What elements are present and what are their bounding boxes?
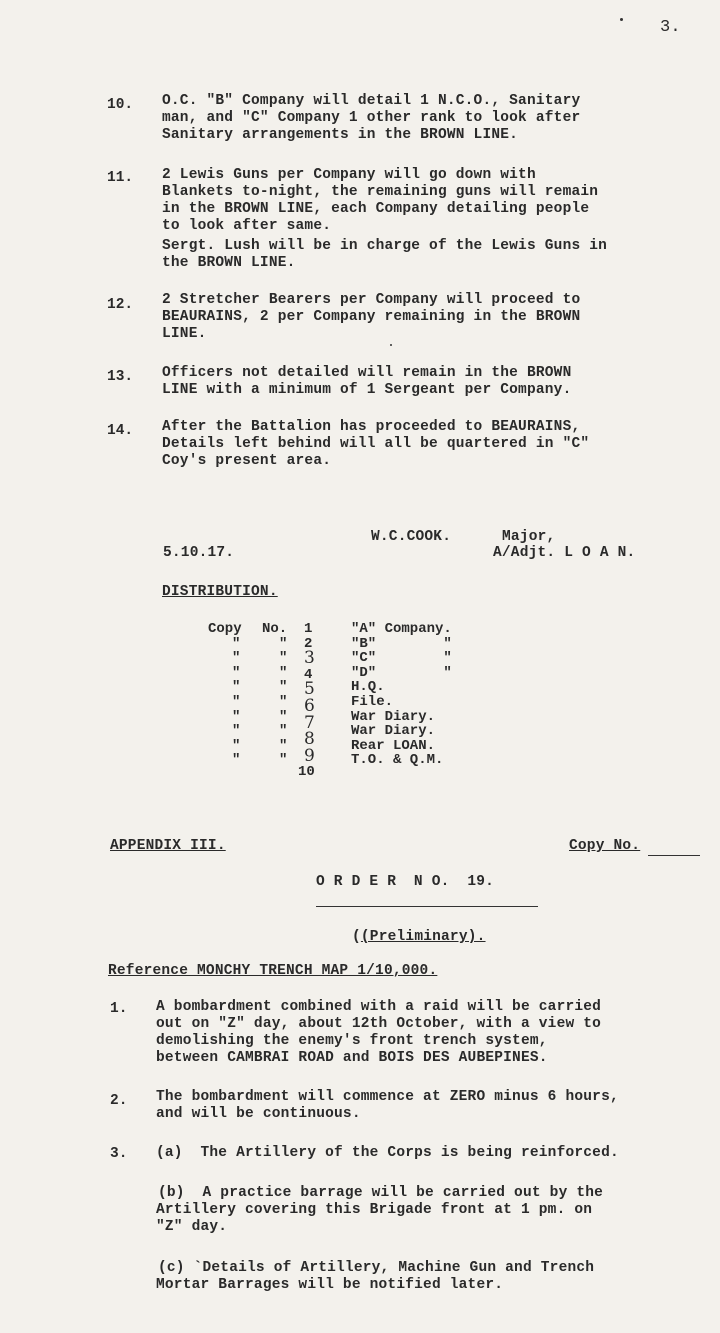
dist-no: " <box>279 752 288 769</box>
dist-recipient: Rear LOAN. <box>351 737 436 754</box>
dist-num: 9 <box>304 745 315 766</box>
dist-num: 7 <box>304 712 315 733</box>
dist-copy: " <box>232 664 241 681</box>
para-number: 12. <box>107 297 134 313</box>
dist-recipient: "A" Company. <box>351 621 452 637</box>
para-number: 11. <box>107 170 134 186</box>
copy-no-blank <box>648 855 700 856</box>
dist-no: No. <box>262 621 288 637</box>
preliminary-text: (Preliminary). <box>360 929 486 945</box>
distribution-col-recipient <box>351 622 452 768</box>
dist-num: 3 <box>304 648 315 669</box>
para-line: Coy's present area. <box>162 453 332 469</box>
para-number: 2. <box>110 1093 128 1109</box>
para-number: 1. <box>110 1001 128 1017</box>
signatory-name: W.C.COOK. <box>371 529 452 545</box>
dist-num: 10 <box>298 764 315 781</box>
preliminary-label: ((Preliminary). <box>352 929 486 945</box>
dist-copy: " <box>232 737 241 754</box>
para-line: 2 Stretcher Bearers per Company will proceed to <box>162 292 581 308</box>
para-line: Officers not detailed will remain in the BROWN <box>162 365 572 381</box>
dist-no: " <box>279 737 288 754</box>
para-line: 2 Lewis Guns per Company will go down with <box>162 167 536 183</box>
dist-num: 5 <box>304 679 315 700</box>
para-line: Details left behind will all be quartered in "C" <box>162 436 590 452</box>
para-line: and will be continuous. <box>156 1106 361 1122</box>
dist-num: 2 <box>304 635 313 652</box>
order-title: O R D E R N O. 19. <box>316 874 495 890</box>
order-date: 5.10.17. <box>163 545 235 561</box>
distribution-col-no <box>262 622 287 768</box>
dist-num: 1 <box>304 621 313 637</box>
subpara-line: Artillery covering this Brigade front at 1 pm. on <box>156 1202 593 1218</box>
dist-recipient: T.O. & Q.M. <box>351 752 444 769</box>
dist-copy: " <box>232 693 241 710</box>
para-line: out on "Z" day, about 12th October, with a view to <box>156 1016 602 1032</box>
dist-copy: " <box>232 679 241 696</box>
para-line: in the BROWN LINE, each Company detailing people <box>162 201 590 217</box>
dist-recipient: "C" " <box>351 650 452 667</box>
dist-copy: " <box>232 752 241 769</box>
dist-copy: " <box>232 635 241 652</box>
para-number: 14. <box>107 423 134 439</box>
dist-no: " <box>279 723 288 740</box>
dist-copy: Copy <box>208 621 242 637</box>
subpara-line: (c) `Details of Artillery, Machine Gun and Trench <box>158 1260 595 1276</box>
para-line: O.C. "B" Company will detail 1 N.C.O., Sanitary <box>162 93 581 109</box>
dist-no: " <box>279 693 288 710</box>
para-line: BEAURAINS, 2 per Company remaining in the BROWN <box>162 309 581 325</box>
subpara-line: "Z" day. <box>156 1219 228 1235</box>
subpara-line: Mortar Barrages will be notified later. <box>156 1277 504 1293</box>
para-line: Sergt. Lush will be in charge of the Lewis Guns in <box>162 238 608 254</box>
para-line: Sanitary arrangements in the BROWN LINE. <box>162 127 519 143</box>
dist-num: 4 <box>304 666 313 683</box>
para-line: between CAMBRAI ROAD and BOIS DES AUBEPINES. <box>156 1050 548 1066</box>
copy-no-label: Copy No. <box>569 838 641 854</box>
para-line: the BROWN LINE. <box>162 255 296 271</box>
para-number: 10. <box>107 97 134 113</box>
map-reference: Reference MONCHY TRENCH MAP 1/10,000. <box>108 963 438 979</box>
para-line: A bombardment combined with a raid will be carried <box>156 999 602 1015</box>
dist-recipient: War Diary. <box>351 708 436 725</box>
para-line: LINE with a minimum of 1 Sergeant per Company. <box>162 382 572 398</box>
ink-speck <box>390 344 392 346</box>
para-line: to look after same. <box>162 218 332 234</box>
dist-no: " <box>279 664 288 681</box>
signatory-appointment: A/Adjt. L O A N. <box>493 545 636 561</box>
subpara-line: (b) A practice barrage will be carried out by the <box>158 1185 604 1201</box>
dist-copy: " <box>232 723 241 740</box>
dist-no: " <box>279 635 288 652</box>
page-number: 3. <box>660 18 681 37</box>
distribution-col-copy <box>208 622 242 768</box>
para-line: demolishing the enemy's front trench system, <box>156 1033 548 1049</box>
dist-recipient: "D" " <box>351 664 452 681</box>
dist-recipient: H.Q. <box>351 679 385 696</box>
dist-no: " <box>279 679 288 696</box>
para-line: (a) The Artillery of the Corps is being reinforced. <box>156 1145 619 1161</box>
para-line: LINE. <box>162 326 207 342</box>
para-line: Blankets to-night, the remaining guns will remain <box>162 184 599 200</box>
dist-no: " <box>279 708 288 725</box>
signatory-rank: Major, <box>502 529 556 545</box>
dist-recipient: File. <box>351 693 394 710</box>
para-line: The bombardment will commence at ZERO minus 6 hours, <box>156 1089 619 1105</box>
distribution-heading: DISTRIBUTION. <box>162 584 278 600</box>
dist-num: 6 <box>304 695 315 716</box>
para-line: man, and "C" Company 1 other rank to look after <box>162 110 581 126</box>
dist-recipient: "B" " <box>351 635 452 652</box>
para-number: 13. <box>107 369 134 385</box>
dist-no: " <box>279 650 288 667</box>
appendix-heading: APPENDIX III. <box>110 838 226 854</box>
dist-recipient: War Diary. <box>351 723 436 740</box>
dist-copy: " <box>232 708 241 725</box>
para-line: After the Battalion has proceeded to BEAURAINS, <box>162 419 581 435</box>
ink-speck <box>620 18 623 21</box>
title-rule <box>316 906 538 907</box>
para-number: 3. <box>110 1146 128 1162</box>
dist-num: 8 <box>304 729 315 750</box>
dist-copy: " <box>232 650 241 667</box>
distribution-col-number <box>298 621 315 781</box>
